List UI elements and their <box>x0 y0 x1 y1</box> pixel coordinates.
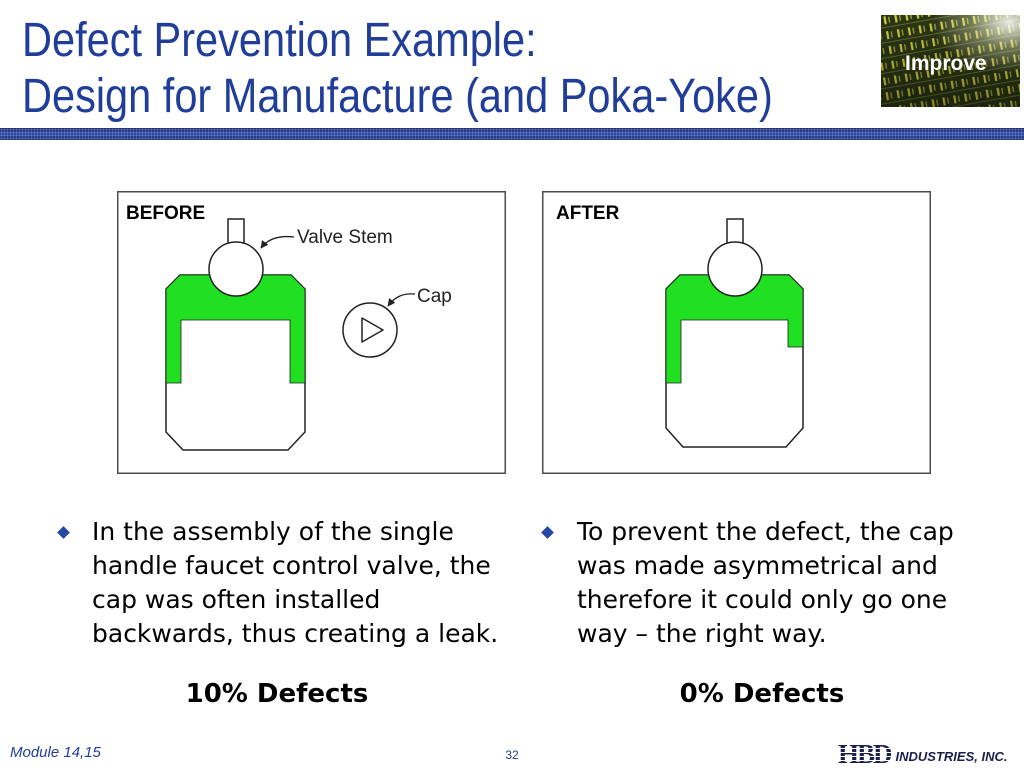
diamond-bullet-icon <box>541 526 554 539</box>
after-defect-rate: 0% Defects <box>679 679 845 709</box>
improve-phase-badge <box>881 15 1020 107</box>
after-description-line: To prevent the defect, the cap <box>577 517 954 546</box>
header-divider <box>0 128 1024 140</box>
slide-title <box>22 13 890 125</box>
slide-title-line-1: Defect Prevention Example: <box>22 14 537 67</box>
logo-mark: HBD <box>838 739 891 768</box>
valve-stem-ball <box>708 242 762 296</box>
slide-title-line-2: Design for Manufacture (and Poka-Yoke) <box>22 70 773 123</box>
module-reference: Module 14,15 <box>10 744 101 761</box>
before-defect-rate: 10% Defects <box>185 679 369 709</box>
after-description-line: way – the right way. <box>577 619 827 648</box>
before-description <box>92 515 498 651</box>
before-description-line: handle faucet control valve, the <box>92 551 491 580</box>
logo-wordmark: INDUSTRIES, INC. <box>895 749 1008 764</box>
before-diagram <box>117 191 506 474</box>
after-label: AFTER <box>556 203 620 224</box>
page-number: 32 <box>505 748 519 762</box>
cap-symbol <box>343 303 397 357</box>
before-description-line: backwards, thus creating a leak. <box>92 619 499 648</box>
after-diagram <box>542 191 931 474</box>
before-description-line: cap was often installed <box>92 585 381 614</box>
before-label: BEFORE <box>126 203 206 224</box>
cap-callout-label: Cap <box>417 286 452 307</box>
valve-stem-callout-label: Valve Stem <box>297 227 393 248</box>
after-description <box>577 515 954 651</box>
after-description-line: therefore it could only go one <box>577 585 948 614</box>
badge-label: Improve <box>905 52 987 75</box>
company-logo <box>838 741 1007 767</box>
before-description-line: In the assembly of the single <box>92 517 454 546</box>
valve-stem-ball <box>209 242 263 296</box>
diamond-bullet-icon <box>57 526 70 539</box>
after-description-line: was made asymmetrical and <box>577 551 938 580</box>
